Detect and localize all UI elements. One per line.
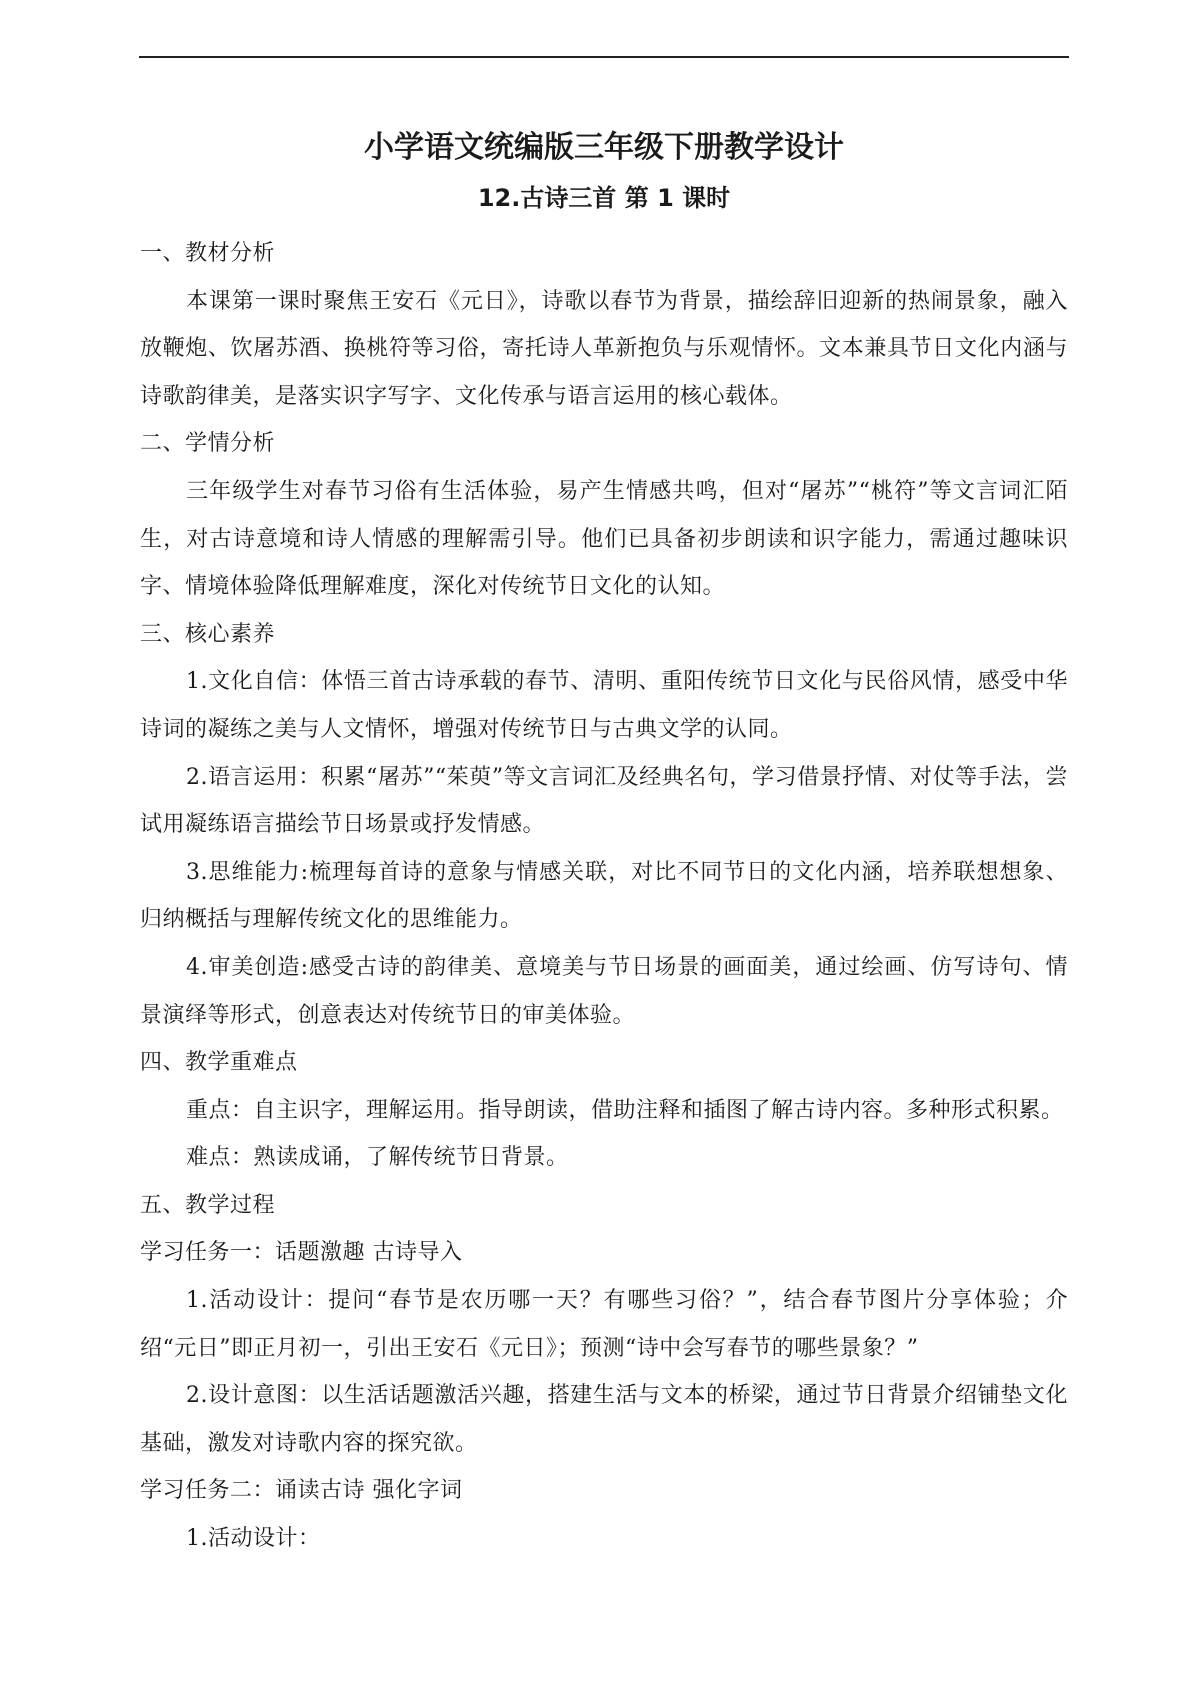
- paragraph-language-use: 2.语言运用：积累“屠苏”“茱萸”等文言词汇及经典名句，学习借景抒情、对仗等手法，尝试用凝练语言描绘节日场景或抒发情感。: [140, 764, 1068, 838]
- section-heading-core-literacy: 三、核心素养: [140, 621, 276, 647]
- section-heading-key-points: 四、教学重难点: [140, 1050, 298, 1076]
- task-heading-one: 学习任务一：话题激趣 古诗导入: [140, 1240, 463, 1266]
- paragraph-cultural-confidence: 1.文化自信：体悟三首古诗承载的春节、清明、重阳传统节日文化与民俗风情，感受中华诗词的凝练之美与人文情怀，增强对传统节日与古典文学的认同。: [140, 669, 1068, 742]
- paragraph-task-one-activity: 1.活动设计：提问“春节是农历哪一天？有哪些习俗？”，结合春节图片分享体验；介绍“元日”即正月初一，引出王安石《元日》；预测“诗中会写春节的哪些景象？”: [140, 1288, 1068, 1361]
- paragraph-aesthetic-creation: 4.审美创造:感受古诗的韵律美、意境美与节日场景的画面美，通过绘画、仿写诗句、情景演绎等形式，创意表达对传统节日的审美体验。: [140, 954, 1068, 1028]
- paragraph-task-one-intent: 2.设计意图：以生活话题激活兴趣，搭建生活与文本的桥梁，通过节日背景介绍铺垫文化基础，激发对诗歌内容的探究欲。: [140, 1383, 1068, 1456]
- section-heading-student-analysis: 二、学情分析: [140, 431, 276, 457]
- document-title: 小学语文统编版三年级下册教学设计: [364, 130, 844, 165]
- document-page: [140, 128, 1068, 1563]
- paragraph-textbook-analysis: 本课第一课时聚焦王安石《元日》，诗歌以春节为背景，描绘辞旧迎新的热闹景象，融入放鞭炮、饮屠苏酒、换桃符等习俗，寄托诗人革新抱负与乐观情怀。文本兼具节日文化内涵与诗歌韵律美，是落实识字写字、文化传承与语言运用的核心载体。: [140, 288, 1068, 409]
- paragraph-difficulties: 难点：熟读成诵，了解传统节日背景。: [186, 1145, 569, 1171]
- paragraph-student-analysis: 三年级学生对春节习俗有生活体验，易产生情感共鸣，但对“屠苏”“桃符”等文言词汇陌生，对古诗意境和诗人情感的理解需引导。他们已具备初步朗读和识字能力，需通过趣味识字、情境体验降低理解难度，深化对传统节日文化的认知。: [140, 478, 1068, 600]
- document-subtitle: 12.古诗三首 第 1 课时: [477, 184, 731, 212]
- document-body: [140, 230, 1068, 1563]
- header-rule: [139, 56, 1069, 58]
- paragraph-key-points: 重点：自主识字，理解运用。指导朗读，借助注释和插图了解古诗内容。多种形式积累。: [186, 1097, 1064, 1123]
- paragraph-task-two-activity: 1.活动设计：: [186, 1526, 321, 1552]
- section-heading-teaching-process: 五、教学过程: [140, 1192, 276, 1218]
- task-heading-two: 学习任务二：诵读古诗 强化字词: [140, 1478, 463, 1504]
- paragraph-thinking-ability: 3.思维能力:梳理每首诗的意象与情感关联，对比不同节日的文化内涵，培养联想想象、归纳概括与理解传统文化的思维能力。: [140, 859, 1068, 933]
- section-heading-textbook-analysis: 一、教材分析: [140, 241, 276, 266]
